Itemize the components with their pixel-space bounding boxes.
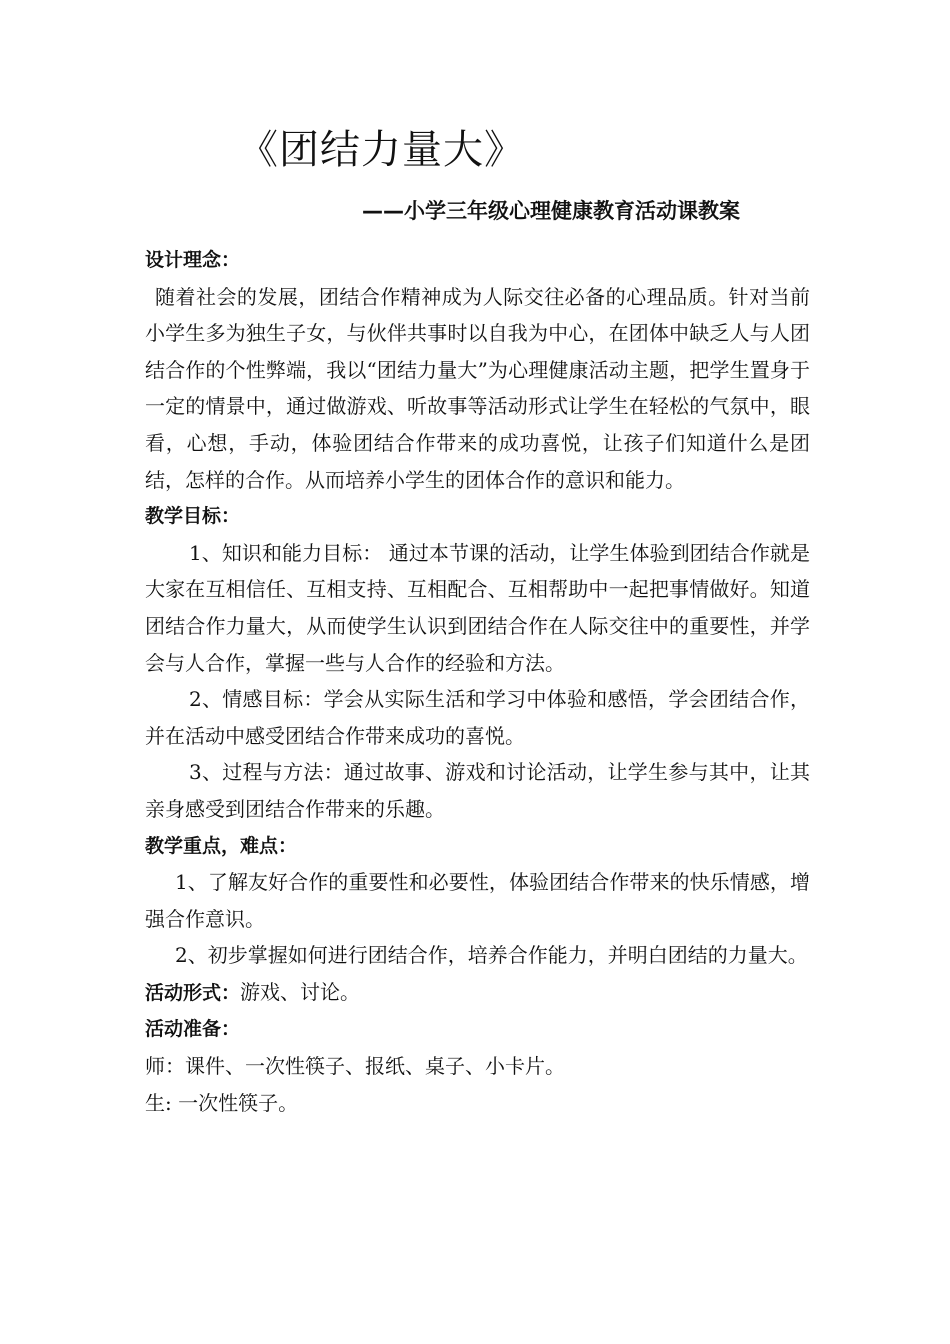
design-heading: 设计理念： xyxy=(145,249,241,271)
document-subtitle: ——小学三年级心理健康教育活动课教案 xyxy=(362,199,740,223)
document-body xyxy=(145,242,810,1121)
form-heading: 活动形式： xyxy=(145,981,241,1004)
goal-item-emotion: 2、情感目标：学会从实际生活和学习中体验和感悟，学会团结合作，并在活动中感受团结合作带来成功的喜悦。 xyxy=(145,687,810,748)
key-point-item-1: 1、了解友好合作的重要性和必要性，体验团结合作带来的快乐情感，增强合作意识。 xyxy=(145,870,810,931)
preparation-student: 生: 一次性筷子。 xyxy=(145,1090,299,1115)
preparation-teacher: 师：课件、一次性筷子、报纸、桌子、小卡片。 xyxy=(145,1054,565,1079)
preparation-heading: 活动准备： xyxy=(145,1018,241,1041)
goal-item-knowledge: 1、知识和能力目标： 通过本节课的活动，让学生体验到团结合作就是大家在互相信任、互相支持、互相配合、互相帮助中一起把事情做好。知道团结合作力量大，从而使学生认识到团结合作在人际交往中的重要性，并学会与人合作，掌握一些与人合作的经验和方法。 xyxy=(145,540,810,675)
key-point-item-2: 2、初步掌握如何进行团结合作，培养合作能力，并明白团结的力量大。 xyxy=(175,943,808,968)
form-row xyxy=(145,974,810,1012)
goals-heading: 教学目标： xyxy=(145,505,241,528)
document-title: 《团结力量大》 xyxy=(238,127,525,173)
key-points-heading: 教学重点，难点： xyxy=(145,834,298,857)
design-paragraph: 随着社会的发展，团结合作精神成为人际交往必备的心理品质。针对当前小学生多为独生子女，与伙伴共事时以自我为中心，在团体中缺乏人与人团结合作的个性弊端，我以“团结力量大”为心理健康活动主题，把学生置身于一定的情景中，通过做游戏、听故事等活动形式让学生在轻松的气氛中，眼看，心想，手动，体验团结合作带来的成功喜悦，让孩子们知道什么是团结，怎样的合作。从而培养小学生的团体合作的意识和能力。 xyxy=(145,284,810,492)
form-text: 游戏、讨论。 xyxy=(240,979,361,1004)
goal-item-process: 3、过程与方法：通过故事、游戏和讨论活动，让学生参与其中，让其亲身感受到团结合作带来的乐趣。 xyxy=(145,760,810,821)
